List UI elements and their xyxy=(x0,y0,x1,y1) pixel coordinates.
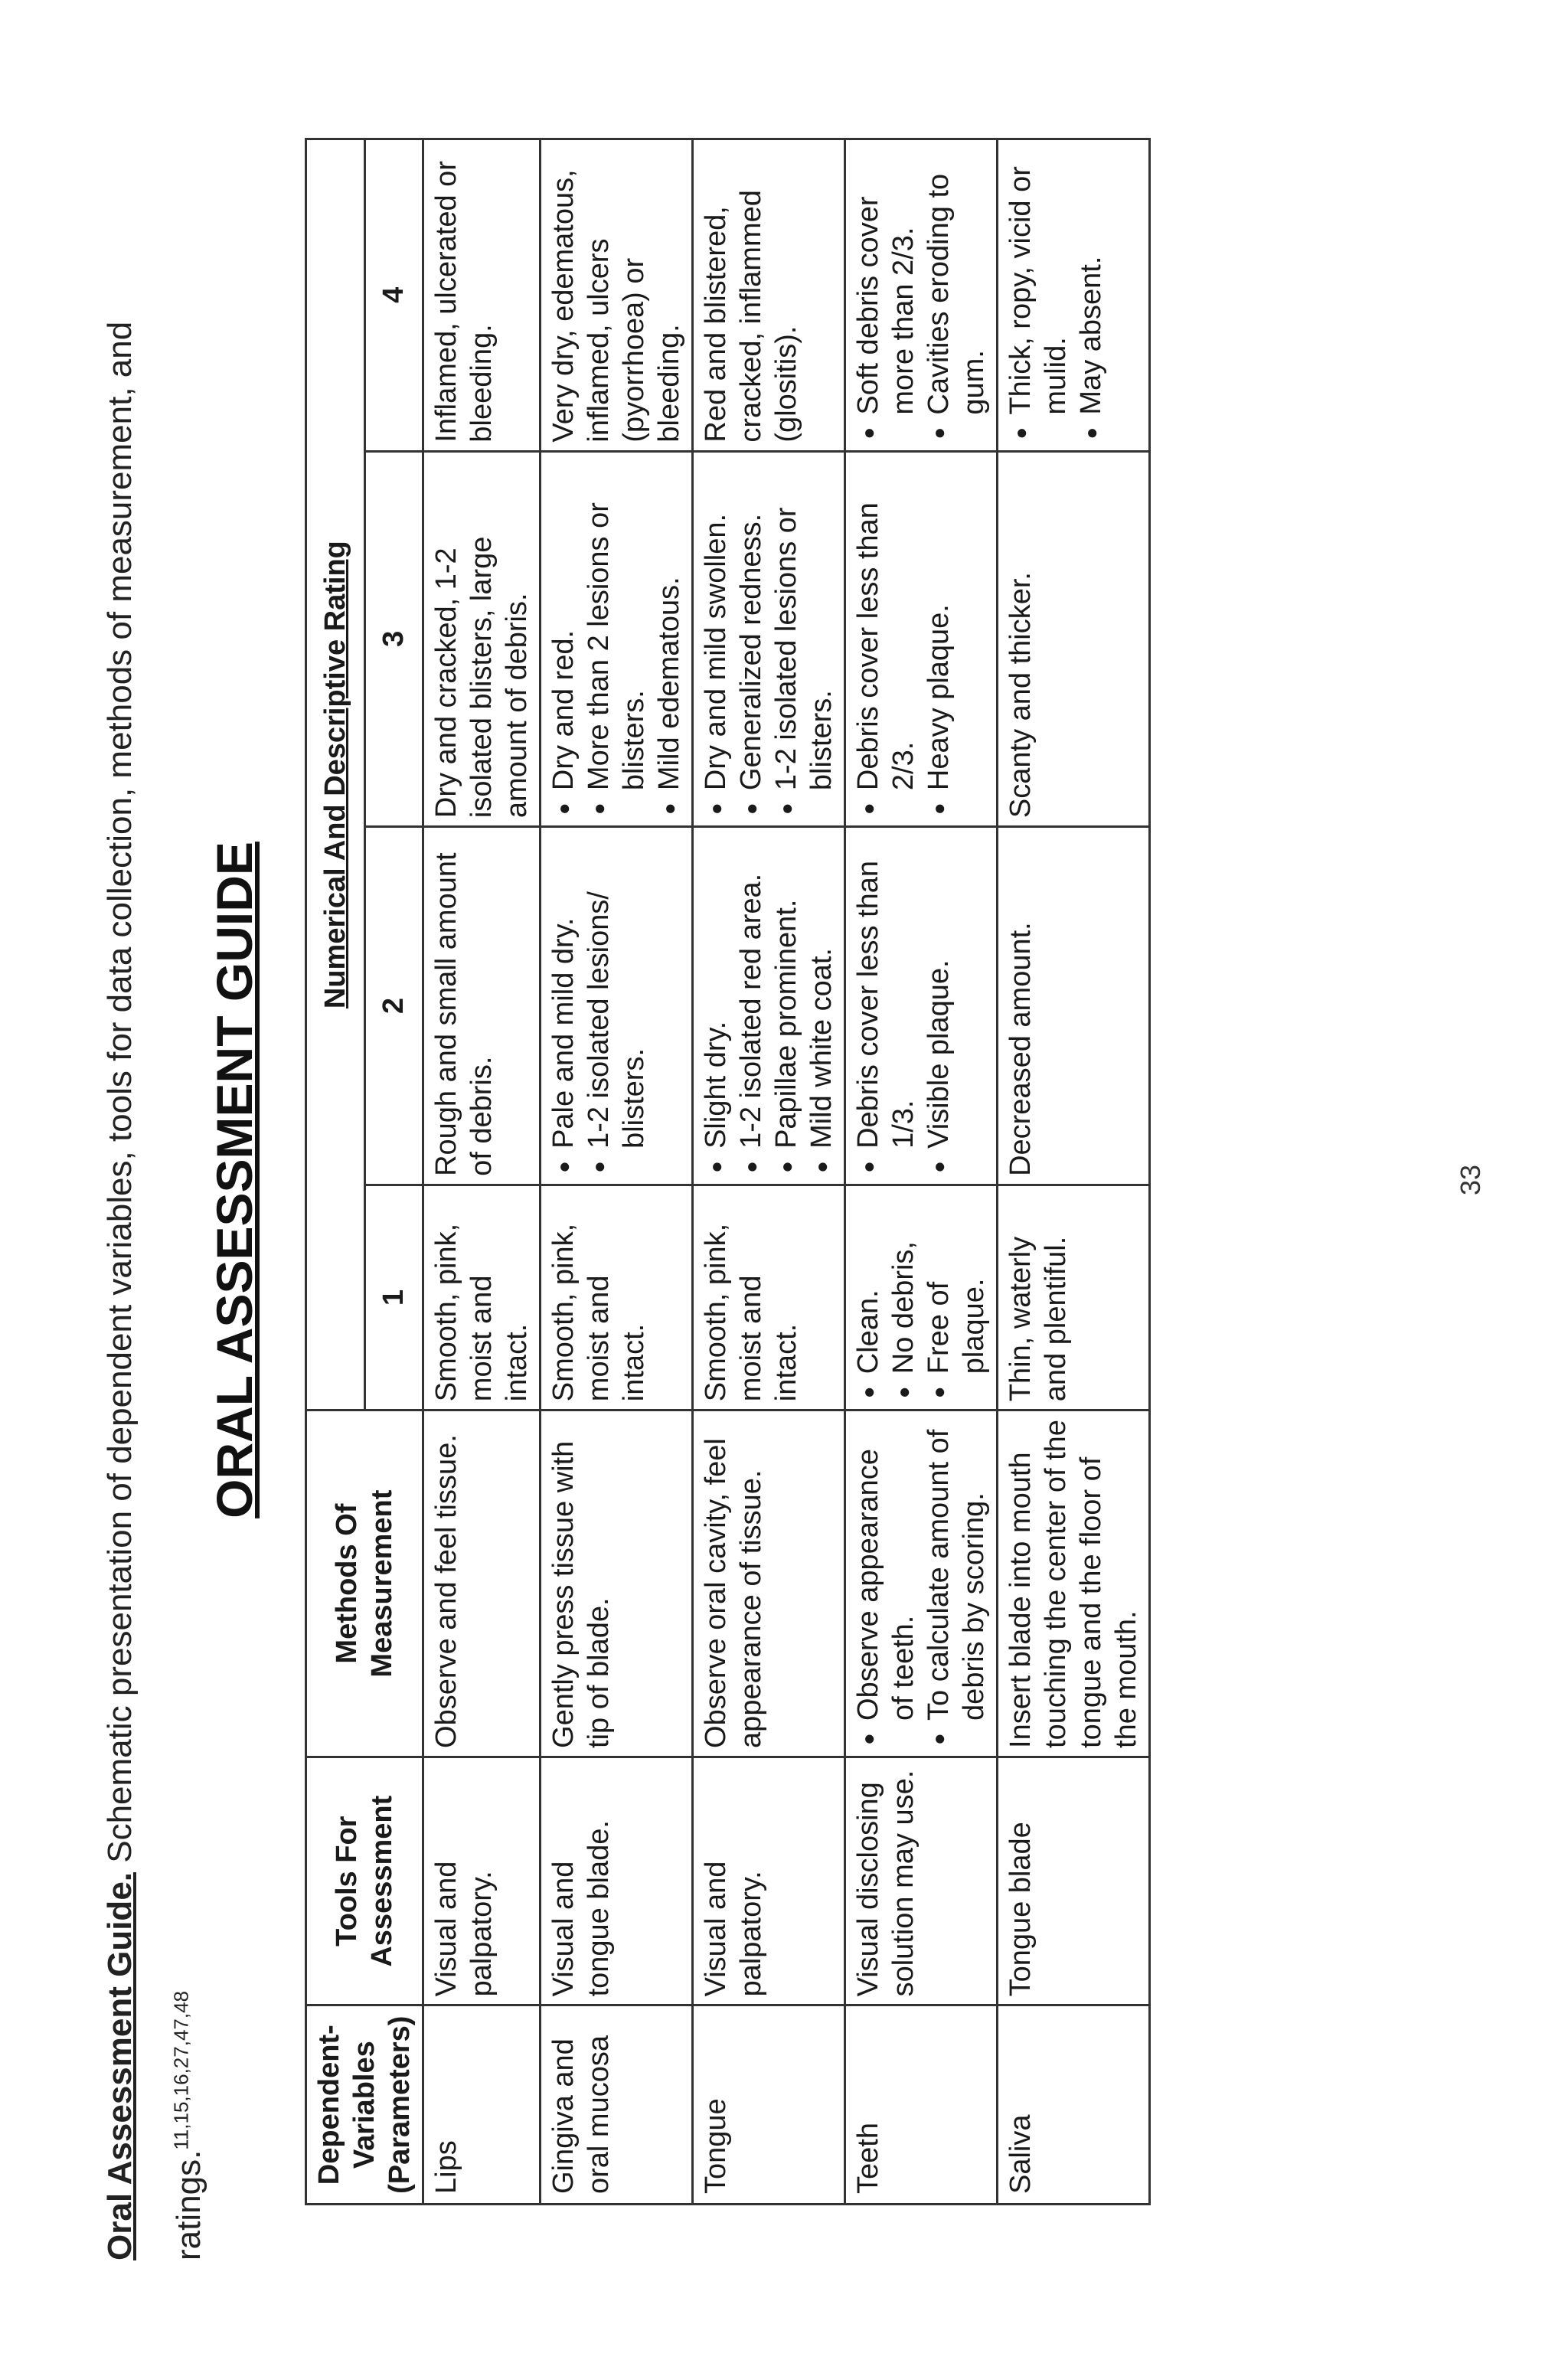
header-row-1 xyxy=(306,139,365,2205)
rating-2-cell: Rough and small amount of debris. xyxy=(423,827,541,1185)
bullet-list xyxy=(546,460,687,818)
rating-1-cell: Smooth, pink, moist and intact. xyxy=(693,1185,845,1410)
table-row xyxy=(541,139,693,2205)
list-item: ● No debris, xyxy=(886,1194,921,1401)
list-item: ● To calculate amount of debris by scoring. xyxy=(921,1419,991,1748)
rating-4-cell: Very dry, edematous, inflamed, ulcers (pyorrhoea) or bleeding. xyxy=(541,139,693,452)
method-cell: Observe and feel tissue. xyxy=(423,1410,541,1757)
list-item: ● Clean. xyxy=(851,1194,886,1401)
list-item: ● Debris cover less than 1/3. xyxy=(851,835,921,1176)
bullet-list xyxy=(851,835,956,1176)
table-row xyxy=(845,139,998,2205)
oral-assessment-table xyxy=(305,138,1151,2205)
list-item: ● Soft debris cover more than 2/3. xyxy=(851,148,921,443)
rating-3-cell xyxy=(845,451,998,826)
method-cell: Insert blade into mouth touching the center of the tongue and the floor of the mouth. xyxy=(998,1410,1150,1757)
tool-cell: Visual and palpatory. xyxy=(423,1757,541,2005)
rating-4-cell: Red and blistered, cracked, inflammed (glositis). xyxy=(693,139,845,452)
bullet-list xyxy=(851,460,956,818)
list-item: ● Debris cover less than 2/3. xyxy=(851,460,921,818)
list-item: ● May absent. xyxy=(1073,148,1109,443)
bullet-list xyxy=(698,835,839,1176)
list-item: ● Thick, ropy, vicid or mulid. xyxy=(1003,148,1073,443)
parameter-cell: Teeth xyxy=(845,2005,998,2205)
bullet-list xyxy=(546,835,652,1176)
list-item: ● Observe appearance of teeth. xyxy=(851,1419,921,1748)
list-item: ● More than 2 lesions or blisters. xyxy=(581,460,652,818)
rating-2-cell: Decreased amount. xyxy=(998,827,1150,1185)
list-item: ● Slight dry. xyxy=(698,835,733,1176)
parameter-cell: Lips xyxy=(423,2005,541,2205)
header-methods: Methods Of Measurement xyxy=(306,1410,423,1757)
list-item: ● Papillae prominent. xyxy=(769,835,804,1176)
intro-paragraph xyxy=(86,78,224,2260)
rating-1-cell xyxy=(845,1185,998,1410)
list-item: ● Visible plaque. xyxy=(921,835,956,1176)
list-item: ● 1-2 isolated lesions or blisters. xyxy=(769,460,839,818)
intro-references: 11,15,16,27,47,48 xyxy=(169,1990,193,2150)
rating-3-cell: Scanty and thicker. xyxy=(998,451,1150,826)
page-title: ORAL ASSESSMENT GUIDE xyxy=(206,842,263,1518)
tool-cell: Visual and palpatory. xyxy=(693,1757,845,2005)
method-cell: Gently press tissue with tip of blade. xyxy=(541,1410,693,1757)
list-item: ● Free of plaque. xyxy=(921,1194,991,1401)
method-cell xyxy=(845,1410,998,1757)
header-rating-1: 1 xyxy=(364,1185,423,1410)
list-item: ● Dry and mild swollen. xyxy=(698,460,733,818)
header-rating-4: 4 xyxy=(364,139,423,452)
list-item: ● Pale and mild dry. xyxy=(546,835,581,1176)
header-dependent-variables: Dependent-Variables (Parameters) xyxy=(306,2005,423,2205)
tool-cell: Visual and tongue blade. xyxy=(541,1757,693,2005)
header-rating-2: 2 xyxy=(364,827,423,1185)
rating-4-cell: Inflamed, ulcerated or bleeding. xyxy=(423,139,541,452)
rating-4-cell xyxy=(845,139,998,452)
header-rating-group: Numerical And Descriptive Rating xyxy=(306,139,365,1410)
header-tools: Tools For Assessment xyxy=(306,1757,423,2005)
list-item: ● Mild edematous. xyxy=(652,460,687,818)
table-row xyxy=(693,139,845,2205)
page-number: 33 xyxy=(1455,1164,1486,1196)
rating-1-cell: Thin, waterly and plentiful. xyxy=(998,1185,1150,1410)
parameter-cell: Gingiva and oral mucosa xyxy=(541,2005,693,2205)
rating-1-cell: Smooth, pink, moist and intact. xyxy=(423,1185,541,1410)
rating-2-cell xyxy=(541,827,693,1185)
bullet-list xyxy=(698,460,839,818)
intro-lead: Oral Assessment Guide. xyxy=(101,1871,139,2260)
parameter-cell: Tongue xyxy=(693,2005,845,2205)
rating-2-cell xyxy=(845,827,998,1185)
rating-3-cell xyxy=(693,451,845,826)
intro-text: Schematic presentation of dependent variables, tools for data collection, methods of measurement, and ratings. xyxy=(101,321,207,2260)
header-rating-3: 3 xyxy=(364,451,423,826)
parameter-cell: Saliva xyxy=(998,2005,1150,2205)
rating-3-cell xyxy=(541,451,693,826)
rating-2-cell xyxy=(693,827,845,1185)
bullet-list xyxy=(851,1419,991,1748)
list-item: ● Cavities eroding to gum. xyxy=(921,148,991,443)
bullet-list xyxy=(851,148,991,443)
table-row xyxy=(423,139,541,2205)
list-item: ● Mild white coat. xyxy=(804,835,839,1176)
bullet-list xyxy=(1003,148,1109,443)
tool-cell: Tongue blade xyxy=(998,1757,1150,2005)
table-row xyxy=(998,139,1150,2205)
method-cell: Observe oral cavity, feel appearance of tissue. xyxy=(693,1410,845,1757)
rating-1-cell: Smooth, pink, moist and intact. xyxy=(541,1185,693,1410)
list-item: ● 1-2 isolated red area. xyxy=(733,835,769,1176)
rating-4-cell xyxy=(998,139,1150,452)
rating-3-cell: Dry and cracked, 1-2 isolated blisters, large amount of debris. xyxy=(423,451,541,826)
list-item: ● 1-2 isolated lesions/ blisters. xyxy=(581,835,652,1176)
list-item: ● Dry and red. xyxy=(546,460,581,818)
table-body xyxy=(423,139,1150,2205)
bullet-list xyxy=(851,1194,991,1401)
tool-cell: Visual disclosing solution may use. xyxy=(845,1757,998,2005)
list-item: ● Generalized redness. xyxy=(733,460,769,818)
list-item: ● Heavy plaque. xyxy=(921,460,956,818)
